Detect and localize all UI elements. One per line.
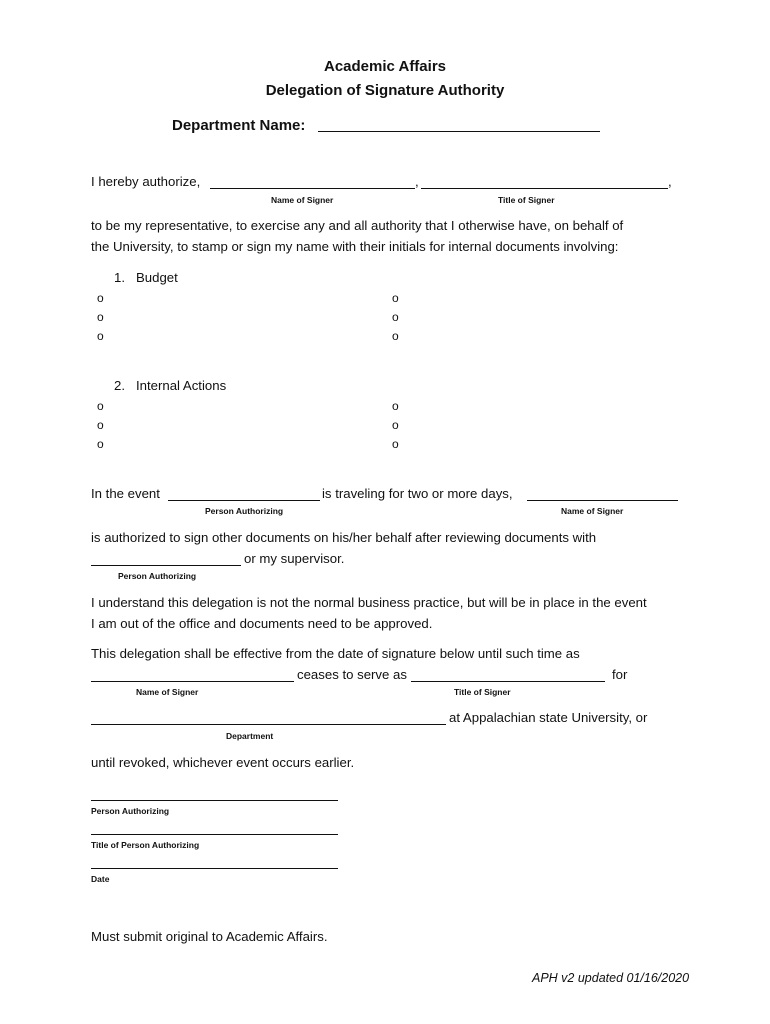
caption-title-of-signer: Title of Signer	[498, 195, 555, 205]
effective-line4: until revoked, whichever event occurs earlier.	[91, 755, 355, 770]
name-of-signer-line-3[interactable]	[91, 681, 294, 682]
effective-line2-middle: ceases to serve as	[297, 667, 407, 682]
submit-note: Must submit original to Academic Affairs.	[91, 929, 328, 944]
bullet-2c: o	[97, 437, 104, 451]
effective-line1: This delegation shall be effective from the date of signature below until such time as	[91, 646, 580, 661]
caption-person-authorizing-1: Person Authorizing	[205, 506, 284, 516]
bullet-2e: o	[392, 418, 399, 432]
date-line[interactable]	[91, 868, 338, 869]
bullet-2b: o	[97, 418, 104, 432]
understand-line1: I understand this delegation is not the normal business practice, but will be in place in the event	[91, 595, 647, 610]
bullet-1d: o	[392, 291, 399, 305]
understand-line2: I am out of the office and documents need to be approved.	[91, 616, 433, 631]
bullet-1a: o	[97, 291, 104, 305]
caption-person-authorizing-signature: Person Authorizing	[91, 806, 170, 816]
bullet-1b: o	[97, 310, 104, 324]
name-of-signer-line[interactable]	[210, 188, 415, 189]
caption-title-of-signer-2: Title of Signer	[454, 687, 511, 697]
caption-department: Department	[226, 731, 274, 741]
caption-title-person-authorizing: Title of Person Authorizing	[91, 840, 200, 850]
event-prefix: In the event	[91, 486, 160, 501]
caption-person-authorizing-2: Person Authorizing	[118, 571, 197, 581]
event-middle: is traveling for two or more days,	[322, 486, 513, 501]
department-name-label	[172, 117, 305, 134]
bullet-1c: o	[97, 329, 104, 343]
list-item2-label: Internal Actions	[136, 378, 227, 393]
bullet-1e: o	[392, 310, 399, 324]
event-line3-suffix: or my supervisor.	[244, 551, 345, 566]
list-item1-label: Budget	[136, 270, 178, 285]
title-delegation: Delegation of Signature Authority	[265, 82, 505, 99]
comma-2: ,	[668, 174, 672, 189]
bullet-1f: o	[392, 329, 399, 343]
title-person-authorizing-line[interactable]	[91, 834, 338, 835]
bullet-2a: o	[97, 399, 104, 413]
effective-line2-suffix: for	[612, 667, 628, 682]
title-of-signer-line-2[interactable]	[411, 681, 605, 682]
bullet-2f: o	[392, 437, 399, 451]
caption-date: Date	[91, 874, 110, 884]
effective-line3-suffix: at Appalachian state University, or	[449, 710, 648, 725]
bullet-2d: o	[392, 399, 399, 413]
department-line[interactable]	[91, 724, 446, 725]
person-authorizing-line-2[interactable]	[91, 565, 241, 566]
title-of-signer-line[interactable]	[421, 188, 668, 189]
comma-1: ,	[415, 174, 419, 189]
paragraph1-line1: to be my representative, to exercise any and all authority that I otherwise have, on behalf of	[91, 218, 624, 233]
person-authorizing-line-1[interactable]	[168, 500, 320, 501]
authorize-text: I hereby authorize,	[91, 174, 201, 189]
list-item1-number: 1.	[114, 270, 125, 285]
person-authorizing-signature-line[interactable]	[91, 800, 338, 801]
department-label-text: Department Name:	[172, 117, 306, 134]
title-academic-affairs: Academic Affairs	[324, 58, 446, 75]
name-of-signer-line-2[interactable]	[527, 500, 678, 501]
footer-version: APH v2 updated 01/16/2020	[532, 971, 690, 985]
event-line2: is authorized to sign other documents on his/her behalf after reviewing documents with	[91, 530, 597, 545]
paragraph1-line2: the University, to stamp or sign my name with their initials for internal documents involving:	[91, 239, 619, 254]
caption-name-of-signer: Name of Signer	[271, 195, 334, 205]
list-item2-number: 2.	[114, 378, 125, 393]
caption-name-of-signer-2: Name of Signer	[561, 506, 624, 516]
caption-name-of-signer-3: Name of Signer	[136, 687, 199, 697]
department-name-line[interactable]	[318, 131, 600, 132]
